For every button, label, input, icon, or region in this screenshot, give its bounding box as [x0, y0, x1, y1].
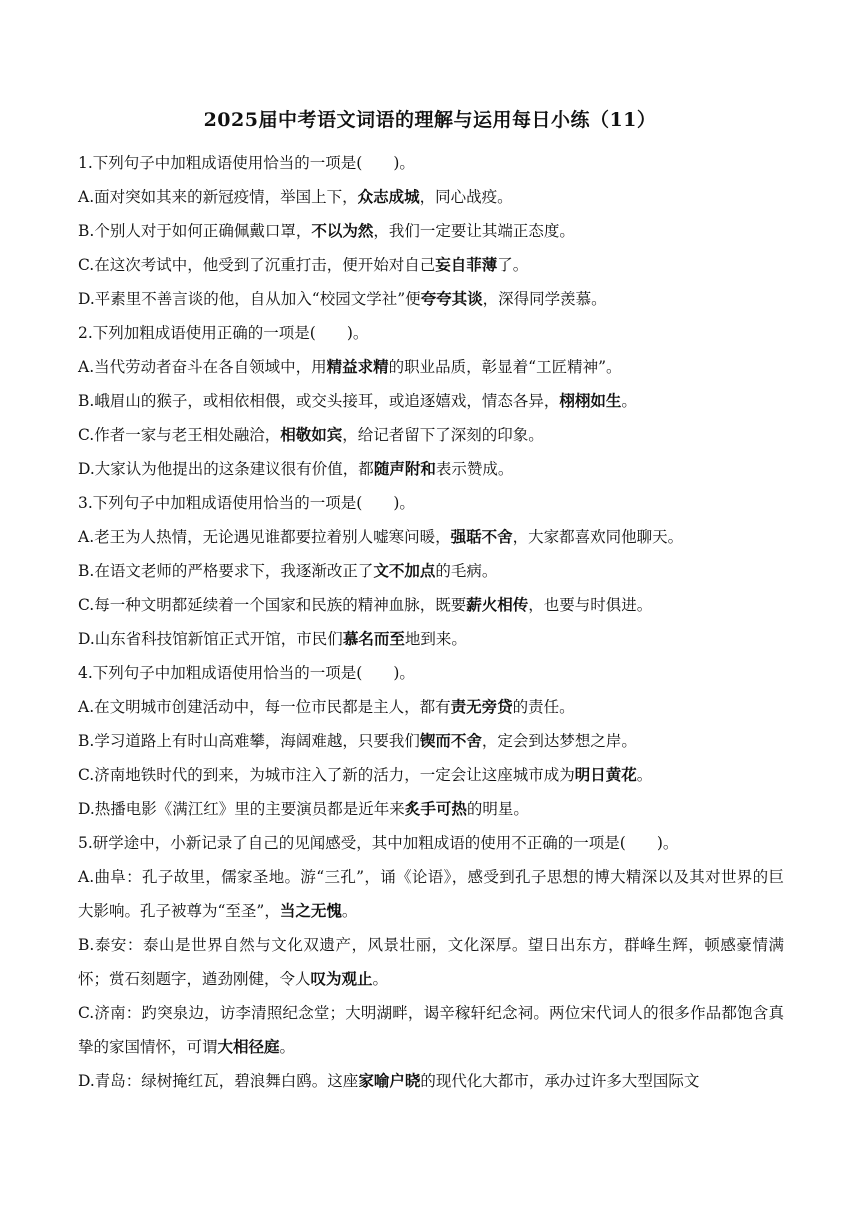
option-c: C.每一种文明都延续着一个国家和民族的精神血脉，既要薪火相传，也要与时俱进。 — [78, 595, 653, 614]
bold-idiom: 当之无愧 — [279, 901, 342, 920]
option-b: B.学习道路上有时山高难攀，海阔难越，只要我们锲而不舍，定会到达梦想之岸。 — [78, 731, 637, 750]
question-stem: 2.下列加粗成语使用正确的一项是( )。 — [78, 324, 369, 342]
bold-idiom: 薪火相传 — [466, 595, 529, 614]
bold-idiom: 责无旁贷 — [450, 697, 513, 716]
page-title: 2025届中考语文词语的理解与运用每日小练（11） — [203, 109, 657, 131]
question-stem: 3.下列句子中加粗成语使用恰当的一项是( )。 — [78, 494, 415, 512]
option-b: B.个别人对于如何正确佩戴口罩，不以为然，我们一定要让其端正态度。 — [78, 221, 575, 240]
bold-idiom: 家喻户晓 — [358, 1071, 421, 1090]
question-stem: 5.研学途中，小新记录了自己的见闻感受，其中加粗成语的使用不正确的一项是( )。 — [78, 834, 679, 852]
option-a: A.老王为人热情，无论遇见谁都要拉着别人嘘寒问暖，强聒不舍，大家都喜欢同他聊天。 — [78, 527, 684, 546]
bold-idiom: 明日黄花 — [574, 765, 637, 784]
option-d: D.青岛：绿树掩红瓦，碧浪舞白鸥。这座家喻户晓的现代化大都市，承办过许多大型国际文 — [78, 1071, 700, 1090]
bold-idiom: 相敬如宾 — [280, 425, 343, 444]
option-c: C.济南地铁时代的到来，为城市注入了新的活力，一定会让这座城市成为明日黄花。 — [78, 765, 653, 784]
bold-idiom: 随声附和 — [373, 459, 436, 478]
bold-idiom: 栩栩如生 — [559, 391, 622, 410]
option-b: B.峨眉山的猴子，或相依相偎，或交头接耳，或追逐嬉戏，情态各异，栩栩如生。 — [78, 391, 637, 410]
option-a: A.当代劳动者奋斗在各自领域中，用精益求精的职业品质，彰显着“工匠精神”。 — [78, 357, 622, 376]
bold-idiom: 慕名而至 — [342, 629, 405, 648]
bold-idiom: 夸夸其谈 — [420, 289, 483, 308]
bold-idiom: 大相径庭 — [217, 1037, 280, 1056]
option-c: C.在这次考试中，他受到了沉重打击，便开始对自己妄自菲薄了。 — [78, 255, 529, 274]
bold-idiom: 锲而不舍 — [419, 731, 482, 750]
bold-idiom: 叹为观止 — [310, 969, 373, 988]
option-a: A.面对突如其来的新冠疫情，举国上下，众志成城，同心战疫。 — [78, 187, 513, 206]
bold-idiom: 炙手可热 — [404, 799, 467, 818]
bold-idiom: 强聒不舍 — [450, 527, 513, 546]
bold-idiom: 文不加点 — [373, 561, 436, 580]
option-c: C.济南：趵突泉边，访李清照纪念堂；大明湖畔，谒辛稼轩纪念祠。两位宋代词人的很多作品都饱含真挚的家国情怀，可谓大相径庭。 — [78, 1004, 784, 1056]
option-a: A.在文明城市创建活动中，每一位市民都是主人，都有责无旁贷的责任。 — [78, 697, 575, 716]
option-d: D.热播电影《满江红》里的主要演员都是近年来炙手可热的明星。 — [78, 799, 529, 818]
bold-idiom: 精益求精 — [326, 357, 389, 376]
exercise-body — [78, 146, 784, 1098]
question-stem: 4.下列句子中加粗成语使用恰当的一项是( )。 — [78, 664, 415, 682]
question-stem: 1.下列句子中加粗成语使用恰当的一项是( )。 — [78, 154, 415, 172]
option-d: D.山东省科技馆新馆正式开馆，市民们慕名而至地到来。 — [78, 629, 467, 648]
bold-idiom: 众志成城 — [357, 187, 420, 206]
bold-idiom: 不以为然 — [311, 221, 374, 240]
bold-idiom: 妄自菲薄 — [435, 255, 498, 274]
option-d: D.平素里不善言谈的他，自从加入“校园文学社”便夸夸其谈，深得同学羡慕。 — [78, 289, 607, 308]
option-b: B.在语文老师的严格要求下，我逐渐改正了文不加点的毛病。 — [78, 561, 498, 580]
option-c: C.作者一家与老王相处融洽，相敬如宾，给记者留下了深刻的印象。 — [78, 425, 544, 444]
option-b: B.泰安：泰山是世界自然与文化双遗产，风景壮丽，文化深厚。望日出东方，群峰生辉，顿感豪情满怀；赏石刻题字，遒劲刚健，令人叹为观止。 — [78, 936, 784, 988]
option-d: D.大家认为他提出的这条建议很有价值，都随声附和表示赞成。 — [78, 459, 514, 478]
option-a: A.曲阜：孔子故里，儒家圣地。游“三孔”，诵《论语》，感受到孔子思想的博大精深以及其对世界的巨大影响。孔子被尊为“至圣”，当之无愧。 — [78, 868, 784, 920]
